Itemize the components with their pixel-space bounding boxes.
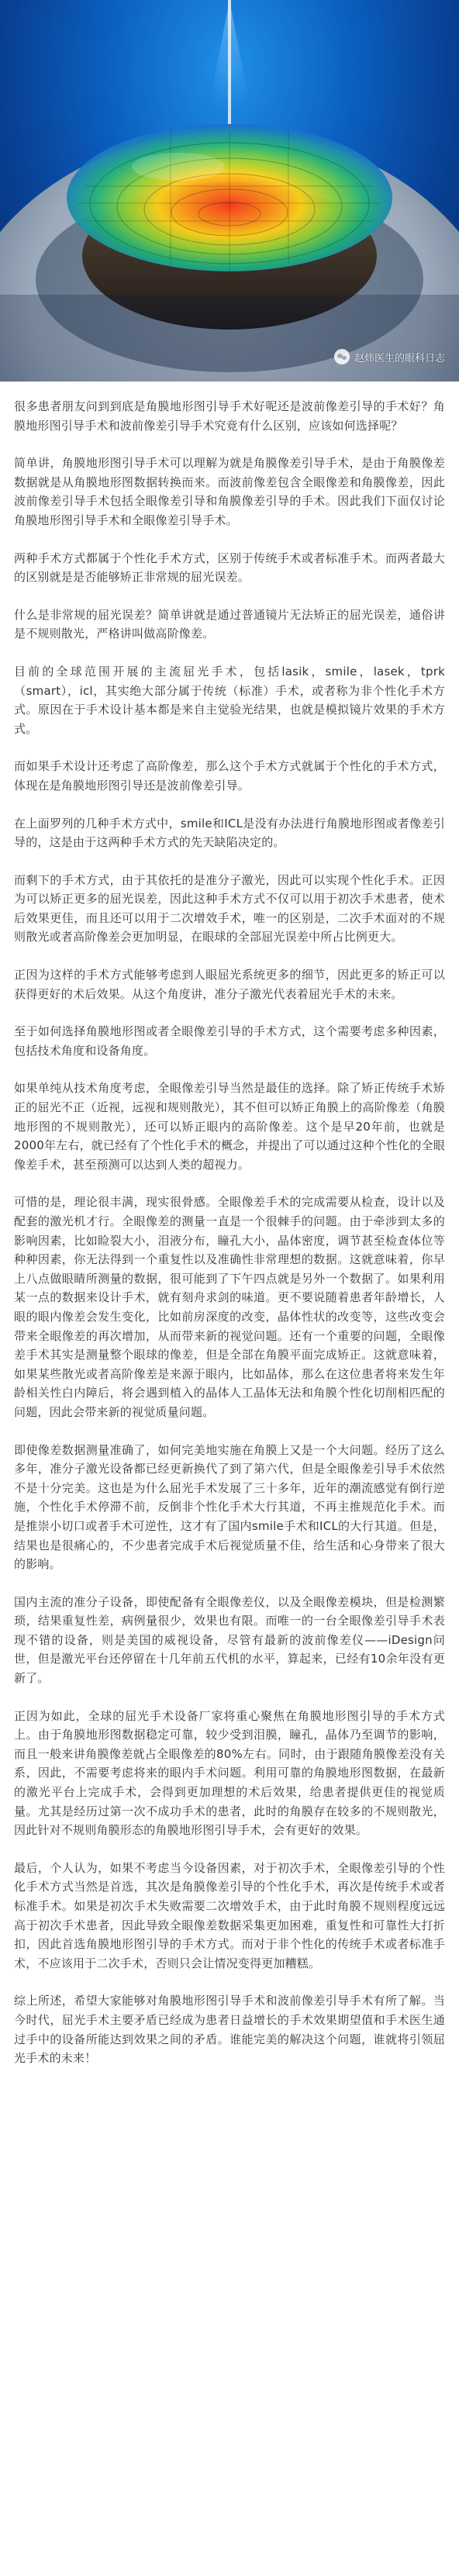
paragraph: 什么是非常规的屈光误差？简单讲就是通过普通镜片无法矫正的屈光误差，通俗讲是不规则散光，严格讲叫做高阶像差。 <box>14 607 445 641</box>
watermark <box>334 349 445 364</box>
paragraph: 目前的全球范围开展的主流屈光手术，包括lasik，smile，lasek，tprk（smart），icl，其实绝大部分属于传统（标准）手术，或者称为非个性化手术方式。原因在于手术设计基本都是来自主觉验光结果，也就是模拟镜片效果的手术方式。 <box>14 664 445 736</box>
watermark-text: 赵炜医生的眼科日志 <box>354 352 445 364</box>
paragraph: 很多患者朋友问到到底是角膜地形图引导手术好呢还是波前像差引导的手术好？角膜地形图引导手术和波前像差引导手术究竟有什么区别，应该如何选择呢？ <box>14 399 445 433</box>
paragraph: 正因为这样的手术方式能够考虑到人眼屈光系统更多的细节，因此更多的矫正可以获得更好的术后效果。从这个角度讲，准分子激光代表着屈光手术的未来。 <box>14 968 445 1001</box>
paragraph: 至于如何选择角膜地形图或者全眼像差引导的手术方式，这个需要考虑多种因素，包括技术角度和设备角度。 <box>14 1024 445 1058</box>
paragraph: 而剩下的手术方式，由于其依托的是准分子激光，因此可以实现个性化手术。正因为可以矫正更多的屈光误差，因此这种手术方式不仅可以用于初次手术患者，使术后效果更佳，而且还可以用于二次增效手术，唯一的区别是，二次手术面对的不规则散光或者高阶像差会更加明显，在眼球的全部屈光误差中所占比例更大。 <box>14 872 445 944</box>
eye-topography-illustration <box>0 0 459 382</box>
paragraph: 最后，个人认为，如果不考虑当今设备因素，对于初次手术，全眼像差引导的个性化手术方式当然是首选，其次是角膜像差引导的个性化手术，再次是传统手术或者标准手术。如果是初次手术失败需要二次增效手术，由于此时角膜不规则程度远远高于初次手术患者，因此导致全眼像差数据采集更加困难，重复性和可靠性大打折扣，因此首选角膜地形图引导的手术方式。而对于非个性化的传统手术或者标准手术，不应该用于二次手术，否则只会让情况变得更加糟糕。 <box>14 1860 445 1970</box>
header-image <box>0 0 459 382</box>
paragraph: 可惜的是，理论很丰满，现实很骨感。全眼像差手术的完成需要从检查，设计以及配套的激光机才行。全眼像差的测量一直是一个很棘手的问题。由于牵涉到太多的影响因素，比如睑裂大小，泪液分布，瞳孔大小，晶体密度，调节甚至检查体位等种种因素，你无法得到一个重复性以及准确性非常理想的数据。这就意味着，你早上八点做眼睛所测量的数据，很可能到了下午四点就是另外一个数据了。如果利用某一点的数据来设计手术，就有刻舟求剑的味道。更不要说随着患者年龄增长，人眼的眼内像差会发生变化，比如前房深度的改变，晶体性状的改变等，这些改变会带来全眼像差的再次增加，从而带来新的视觉问题。还有一个重要的问题，全眼像差手术其实是测量整个眼球的像差，但是全部在角膜平面完成矫正。这就意味着，如果某些散光或者高阶像差是来源于眼内，比如晶体，那么在这位患者将来发生年龄相关性白内障后，将会遇到植入的晶体人工晶体无法和角膜个性化切削相匹配的问题，因此会带来新的视觉质量问题。 <box>14 1195 445 1419</box>
paragraph: 两种手术方式都属于个性化手术方式，区别于传统手术或者标准手术。而两者最大的区别就是是否能够矫正非常规的屈光误差。 <box>14 551 445 585</box>
paragraph: 简单讲，角膜地形图引导手术可以理解为就是角膜像差引导手术，是由于角膜像差数据就是从角膜地形图数据转换而来。而波前像差包含全眼像差和角膜像差，因此波前像差引导手术包括全眼像差引导和角膜像差引导的手术。因此我们下面仅讨论角膜地形图引导手术和全眼像差引导手术。 <box>14 456 445 527</box>
wechat-icon <box>334 349 350 364</box>
paragraph: 而如果手术设计还考虑了高阶像差，那么这个手术方式就属于个性化的手术方式，体现在是角膜地形图引导还是波前像差引导。 <box>14 759 445 792</box>
paragraph: 如果单纯从技术角度考虑，全眼像差引导当然是最佳的选择。除了矫正传统手术矫正的屈光不正（近视，远视和规则散光），其不但可以矫正角膜上的高阶像差（角膜地形图的不规则散光），还可以矫正眼内的高阶像差。这个是早20年前，也就是2000年左右，就已经有了个性化手术的概念，并提出了可以通过这种个性化的全眼像差手术，甚至预测可以达到人类的超视力。 <box>14 1081 445 1172</box>
paragraph: 即使像差数据测量准确了，如何完美地实施在角膜上又是一个大问题。经历了这么多年，准分子激光设备都已经更新换代了到了第六代，但是全眼像差引导手术依然不是十分完美。这也是为什么屈光手术发展了三十多年，近年的潮流感觉有倒行逆施，个性化手术停滞不前，反倒非个性化手术大行其道，不再主推规范化手术。而是推崇小切口或者手术可逆性，这才有了国内smile手术和ICL的大行其道。但是，结果也是很痛心的，不少患者完成手术后视觉质量不佳，给生活和心身带来了很大的影响。 <box>14 1442 445 1572</box>
article-body <box>0 382 459 2068</box>
paragraph: 在上面罗列的几种手术方式中，smile和ICL是没有办法进行角膜地形图或者像差引导的，这是由于这两种手术方式的先天缺陷决定的。 <box>14 816 445 850</box>
paragraph: 国内主流的准分子设备，即使配备有全眼像差仪，以及全眼像差模块，但是检测繁琐，结果重复性差，病例量很少，效果也有限。而唯一的一台全眼像差引导手术表现不错的设备，则是美国的威视设备，尽管有最新的波前像差仪——iDesign问世，但是激光平台还停留在十几年前五代机的水平，算起来，已经有10余年没有更新了。 <box>14 1594 445 1686</box>
paragraph: 综上所述，希望大家能够对角膜地形图引导手术和波前像差引导手术有所了解。当今时代，屈光手术主要矛盾已经成为患者日益增长的手术效果期望值和手术医生通过手中的设备所能达到效果之间的矛盾。谁能完美的解决这个问题，谁就将引领屈光手术的未来！ <box>14 1994 445 2066</box>
paragraph: 正因为如此，全球的屈光手术设备厂家将重心聚焦在角膜地形图引导的手术方式上。由于角膜地形图数据稳定可靠，较少受到泪膜，瞳孔，晶体乃至调节的影响，而且一般来讲角膜像差就占全眼像差的80%左右。同时，由于跟随角膜像差没有关系，因此，不需要考虑将来的眼内手术问题。利用可靠的角膜地形图数据，在最新的激光平台上完成手术，会得到更加理想的术后效果，给患者提供更佳的视觉质量。尤其是经历过第一次不成功手术的患者，此时的角膜存在较多的不规则散光，因此针对不规则角膜形态的角膜地形图引导手术，会有更好的效果。 <box>14 1708 445 1838</box>
